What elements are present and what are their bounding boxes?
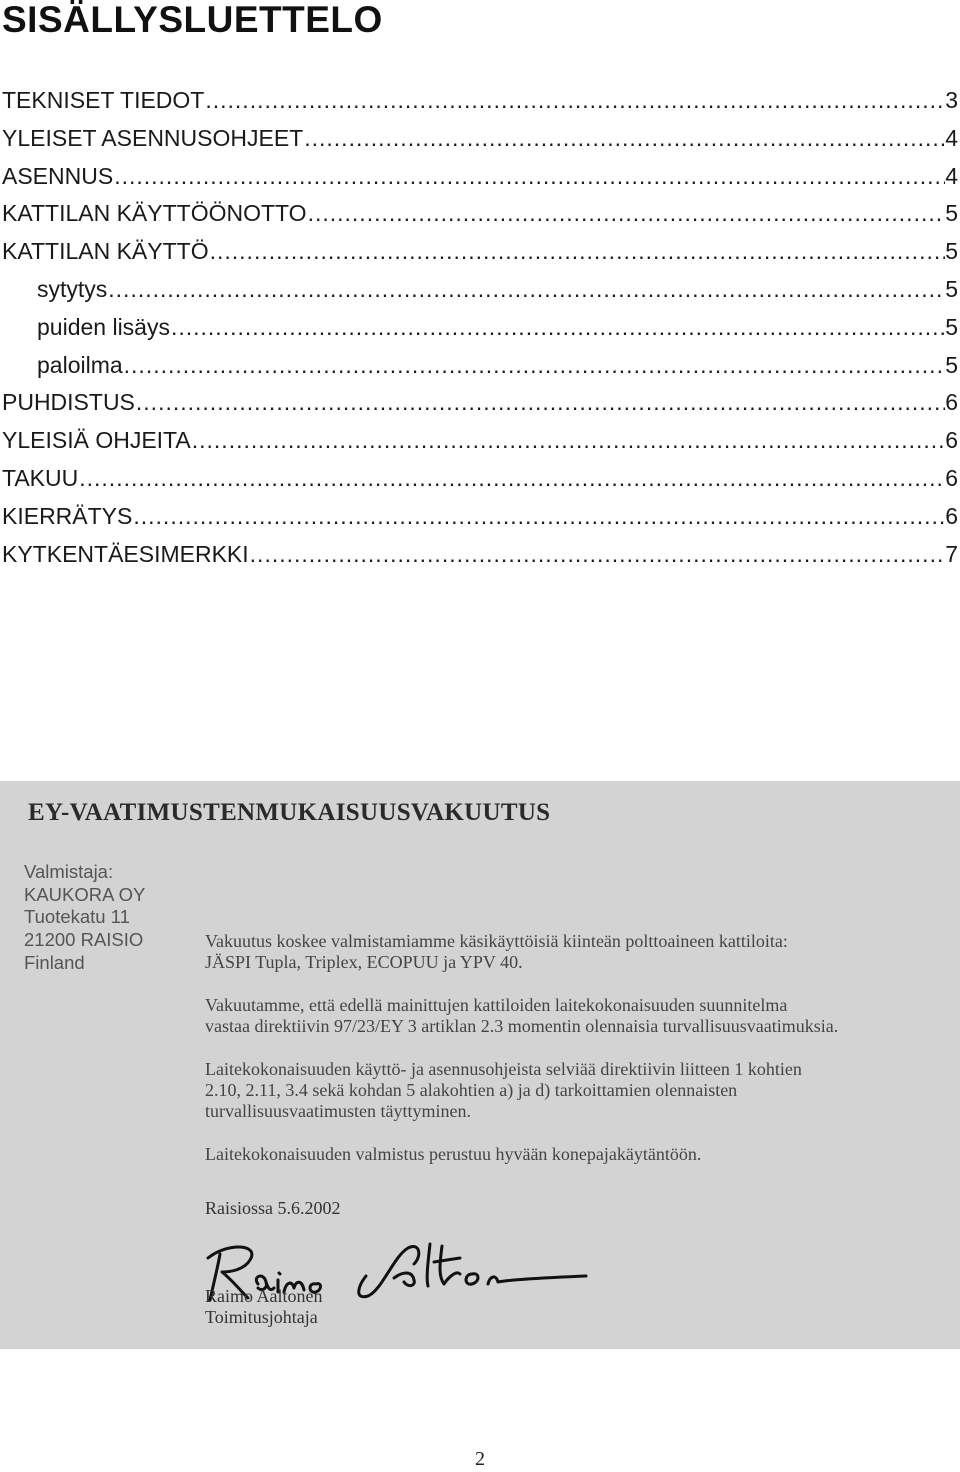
declaration-title: EY-VAATIMUSTENMUKAISUUSVAKUUTUS (28, 799, 551, 826)
toc-item-label: puiden lisäys (37, 313, 170, 340)
toc-title: SISÄLLYSLUETTELO (2, 0, 383, 40)
toc-item-label: TAKUU (2, 464, 79, 491)
toc-item[interactable] (2, 536, 960, 574)
toc-item-page: 5 (945, 238, 958, 265)
toc-leader-dots (204, 82, 945, 120)
manufacturer-country: Finland (24, 951, 85, 973)
toc-item-page: 6 (945, 502, 958, 529)
toc-leader-dots (170, 309, 945, 347)
toc-item-label: KATTILAN KÄYTTÖÖNOTTO (2, 200, 307, 227)
conformity-declaration-box (0, 781, 960, 1349)
toc-leader-dots (249, 536, 946, 574)
declaration-body (205, 931, 950, 1165)
manufacturer-street: Tuotekatu 11 (24, 906, 130, 928)
signer-block (205, 1286, 322, 1328)
toc-item-label: ASENNUS (2, 162, 114, 189)
toc-item[interactable] (2, 384, 960, 422)
manufacturer-address (24, 861, 145, 975)
toc-subitem[interactable] (2, 347, 960, 385)
signer-name: Raimo Aaltonen (205, 1286, 323, 1306)
toc-item[interactable] (2, 460, 960, 498)
toc-leader-dots (78, 460, 945, 498)
toc-subitem[interactable] (2, 309, 960, 347)
toc-item-label: TEKNISET TIEDOT (2, 87, 205, 113)
manufacturer-label: Valmistaja: (24, 861, 114, 882)
toc-item-page: 5 (945, 351, 958, 378)
toc-item-page: 4 (945, 124, 958, 151)
toc-item-page: 5 (945, 275, 958, 302)
toc-leader-dots (135, 384, 945, 422)
manufacturer-postal: 21200 RAISIO (24, 929, 144, 951)
toc-item[interactable] (2, 233, 960, 271)
toc-leader-dots (107, 271, 945, 309)
toc-leader-dots (303, 120, 945, 158)
toc-item-label: PUHDISTUS (2, 389, 135, 416)
toc-item-page: 7 (945, 540, 958, 567)
toc-item[interactable] (2, 422, 960, 460)
toc-leader-dots (123, 347, 946, 385)
toc-item-page: 3 (945, 87, 958, 113)
toc-item-label: KIERRÄTYS (2, 502, 133, 529)
toc-item[interactable] (2, 82, 960, 120)
declaration-paragraph-manufacturing: Laitekokonaisuuden valmistus perustuu hyvään konepajakäytäntöön. (205, 1144, 702, 1164)
toc-item-label: paloilma (37, 351, 123, 378)
toc-item-label: YLEISIÄ OHJEITA (2, 427, 191, 454)
toc-item[interactable] (2, 120, 960, 158)
toc-item[interactable] (2, 195, 960, 233)
toc-item-page: 5 (945, 200, 958, 227)
toc-item-label: KATTILAN KÄYTTÖ (2, 238, 209, 265)
toc-subitem[interactable] (2, 271, 960, 309)
toc-leader-dots (191, 422, 945, 460)
toc-leader-dots (132, 498, 945, 536)
toc-item-page: 6 (945, 389, 958, 416)
manufacturer-company: KAUKORA OY (24, 883, 146, 905)
declaration-paragraph-scope: Vakuutus koskee valmistamiamme käsikäyttöisiä kiinteän polttoaineen kattiloita: JÄSPI Tupla, Triplex, ECOPUU ja YPV 40. (205, 931, 788, 972)
toc-leader-dots (113, 158, 945, 196)
toc-item-label: sytytys (37, 275, 108, 302)
toc-item-page: 6 (945, 427, 958, 454)
declaration-paragraph-conformity: Vakuutamme, että edellä mainittujen kattiloiden laitekokonaisuuden suunnitelma vastaa direktiivin 97/23/EY 3 artiklan 2.3 momentin olennaisia turvallisuusvaatimuksia. (205, 995, 839, 1036)
declaration-paragraph-requirements: Laitekokonaisuuden käyttö- ja asennusohjeista selviää direktiivin liitteen 1 kohtien 2.10, 2.11, 3.4 sekä kohdan 5 alakohtien a) ja d) tarkoittamien olennaisten turvallisuusvaatimusten täyttyminen. (205, 1059, 802, 1121)
toc-item-label: YLEISET ASENNUSOHJEET (2, 124, 304, 151)
toc-leader-dots (307, 195, 946, 233)
toc-item-page: 4 (945, 162, 958, 189)
page-number: 2 (475, 1448, 485, 1470)
toc-item-page: 6 (945, 464, 958, 491)
toc-item[interactable] (2, 158, 960, 196)
toc-list (2, 82, 960, 573)
place-and-date: Raisiossa 5.6.2002 (205, 1198, 341, 1218)
toc-leader-dots (209, 233, 946, 271)
signer-title: Toimitusjohtaja (205, 1307, 318, 1327)
toc-item[interactable] (2, 498, 960, 536)
toc-item-label: KYTKENTÄESIMERKKI (2, 540, 249, 567)
toc-item-page: 5 (945, 313, 958, 340)
